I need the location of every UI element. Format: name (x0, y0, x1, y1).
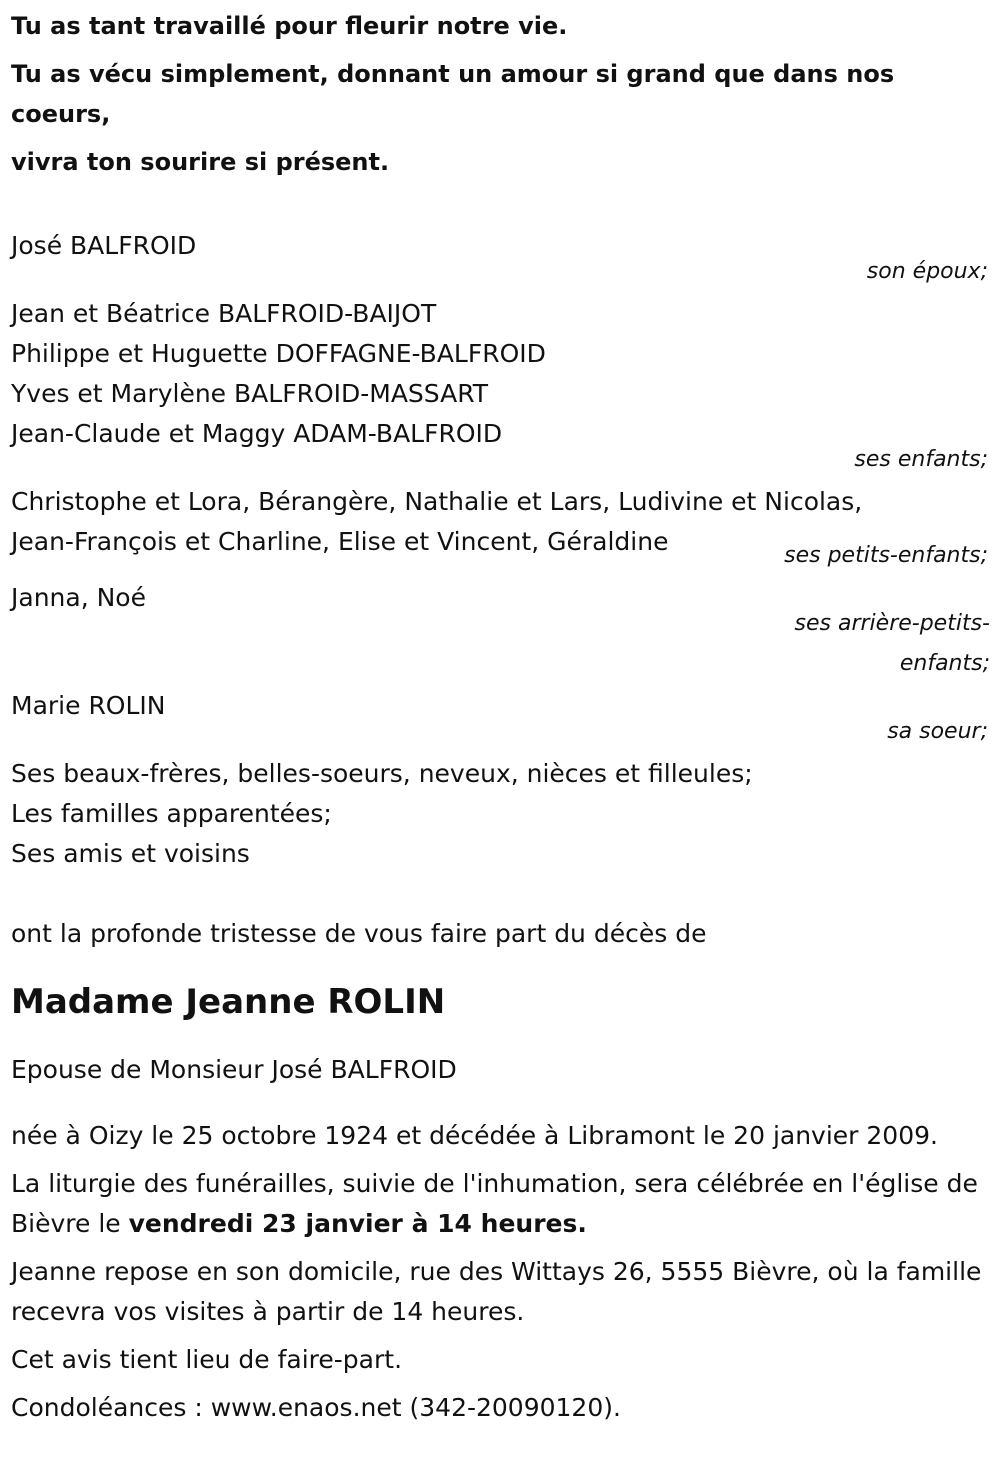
deceased-name: Madame Jeanne ROLIN (11, 982, 446, 1022)
funeral-date: vendredi 23 janvier à 14 heures. (128, 1209, 587, 1238)
sister-role: sa soeur; (887, 719, 988, 744)
others-line-2: Les familles apparentées; (11, 799, 332, 828)
children-role: ses enfants; (854, 447, 988, 472)
grandchildren-role: ses petits-enfants; (784, 543, 988, 568)
others-line-1: Ses beaux-frères, belles-soeurs, neveux, nièces et filleules; (11, 759, 753, 788)
poem-line-3: vivra ton sourire si présent. (11, 148, 390, 176)
birth-death: née à Oizy le 25 octobre 1924 et décédée à Libramont le 20 janvier 2009. (11, 1121, 938, 1150)
poem-line-2: Tu as vécu simplement, donnant un amour si grand que dans nos coeurs, (11, 60, 895, 128)
great-grandchildren-names: Janna, Noé (11, 583, 146, 612)
sister-name: Marie ROLIN (11, 691, 166, 720)
child-2: Philippe et Huguette DOFFAGNE-BALFROID (11, 339, 546, 368)
spouse-name: José BALFROID (11, 231, 197, 260)
funeral-text: La liturgie des funérailles, suivie de l'inhumation, sera célébrée en l'église de Bièvre le (11, 1169, 978, 1238)
announcement: ont la profonde tristesse de vous faire part du décès de (11, 919, 707, 948)
condolences: Condoléances : www.enaos.net (342-20090120). (11, 1393, 621, 1422)
spouse-line: Epouse de Monsieur José BALFROID (11, 1055, 457, 1084)
notice: Cet avis tient lieu de faire-part. (11, 1345, 403, 1374)
spouse-role: son époux; (866, 259, 988, 284)
others-line-3: Ses amis et voisins (11, 839, 250, 868)
great-grandchildren-role: ses arrière-petits-enfants; (794, 611, 990, 676)
grandchildren-line-1: Christophe et Lora, Bérangère, Nathalie et Lars, Ludivine et Nicolas, (11, 487, 863, 516)
child-1: Jean et Béatrice BALFROID-BAIJOT (11, 299, 437, 328)
child-3: Yves et Marylène BALFROID-MASSART (11, 379, 489, 408)
poem (11, 6, 990, 182)
grandchildren-line-2: Jean-François et Charline, Elise et Vincent, Géraldine (11, 527, 669, 556)
funeral-info (11, 1164, 990, 1244)
visitation: Jeanne repose en son domicile, rue des Wittays 26, 5555 Bièvre, où la famille recevra vos visites à partir de 14 heures. (11, 1257, 982, 1326)
child-4: Jean-Claude et Maggy ADAM-BALFROID (11, 419, 503, 448)
poem-line-1: Tu as tant travaillé pour fleurir notre vie. (11, 12, 568, 40)
